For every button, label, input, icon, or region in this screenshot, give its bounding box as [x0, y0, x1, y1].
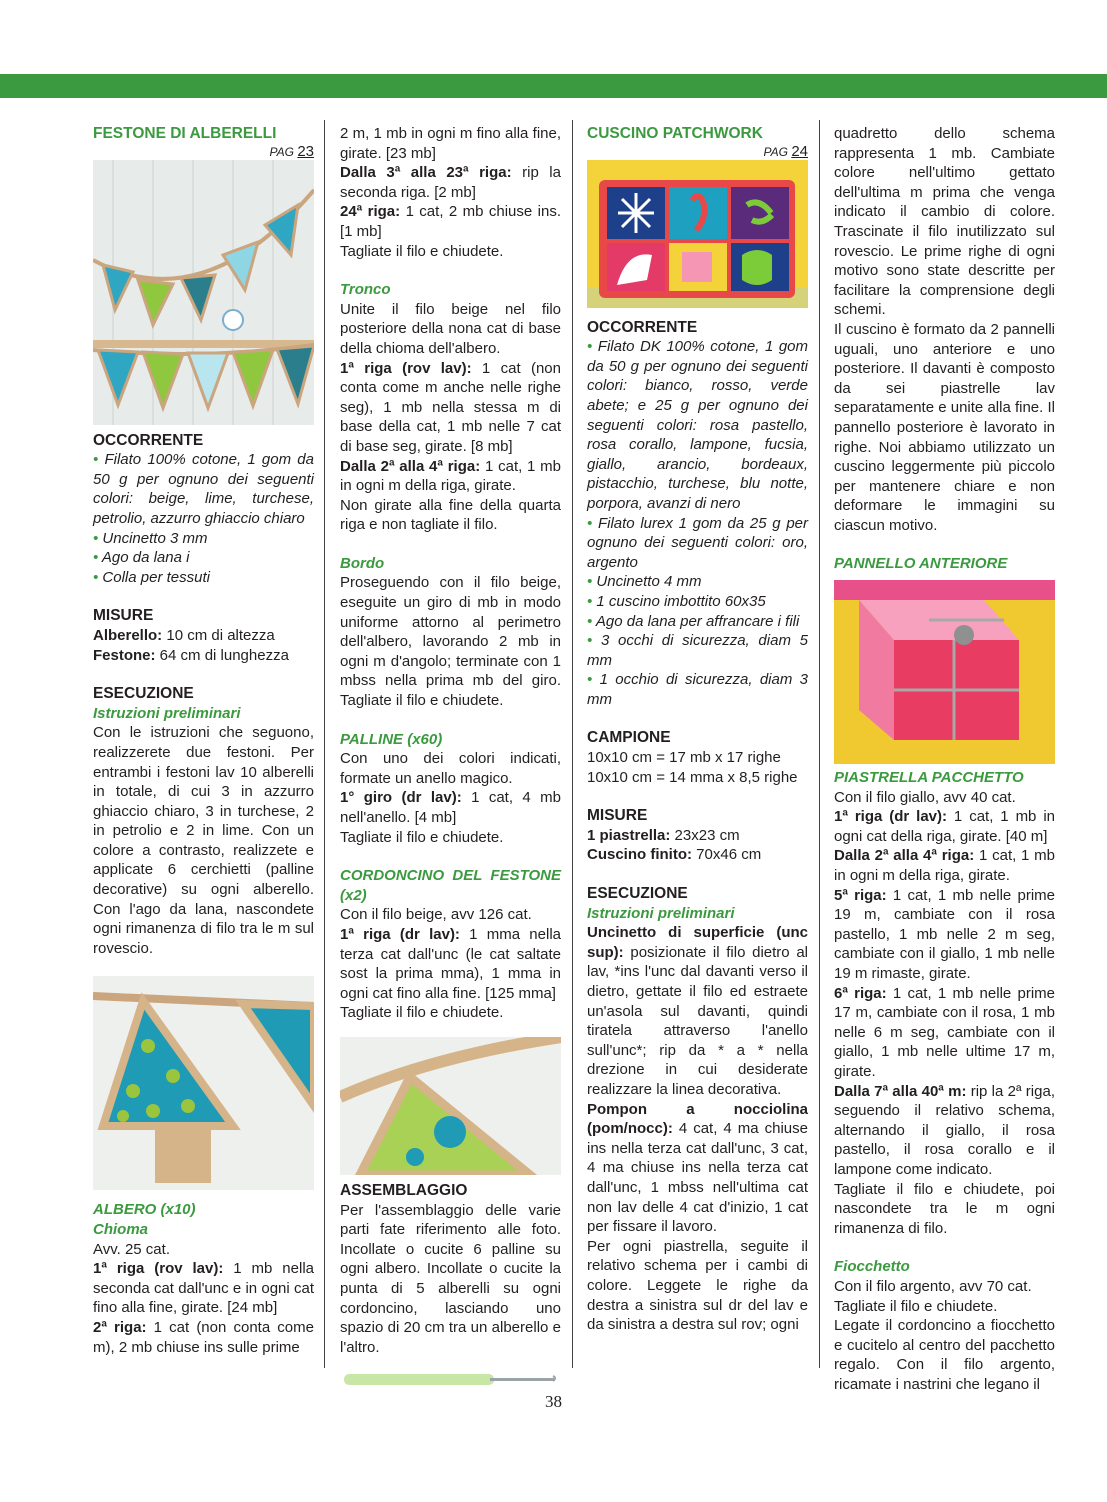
column-divider — [572, 120, 573, 1368]
gift-tile-photo — [834, 580, 1055, 764]
section-heading: PIASTRELLA PACCHETTO — [834, 769, 1024, 787]
page-ref: PAG 23 — [269, 142, 314, 160]
occorrente-heading: OCCORRENTE — [587, 318, 698, 336]
list-item: • 1 cuscino imbottito 60x35 — [587, 592, 766, 610]
paragraph: 2 m, 1 mb in ogni m fino alla fine, girate. [23 mb] — [340, 125, 561, 162]
column-3 — [587, 124, 808, 1335]
paragraph: Dalla 3ª alla 23ª riga: rip la seconda riga. [2 mb] — [340, 164, 561, 201]
paragraph: 2ª riga: 1 cat (non conta come m), 2 mb chiuse ins sulle prime — [93, 1319, 314, 1356]
top-color-bar — [0, 74, 1107, 98]
misure-heading: MISURE — [587, 807, 648, 825]
section-heading: PALLINE (x60) — [340, 730, 443, 748]
paragraph: 24ª riga: 1 cat, 2 mb chiuse ins. [1 mb] — [340, 203, 561, 240]
measure-line: 1 piastrella: 23x23 cm — [587, 826, 740, 844]
campione-heading: CAMPIONE — [587, 729, 671, 747]
paragraph: Con le istruzioni che seguono, realizzerete due festoni. Per entrambi i festoni lav 10 alberelli in totale, di cui 3 in azzurro ghiaccio chiaro, 3 in turchese, 2 in petrolio e 2 in lime. Con un colore a contrasto, realizzete e applicate 6 cerchietti (palline decorative) su ogni alberello. Con l'ago da lana, nascondete ogni rimanenza di filo tra le m sul rovescio. — [93, 724, 314, 957]
paragraph: Con uno dei colori indicati, formate un anello magico. — [340, 750, 561, 787]
subheading: Bordo — [340, 554, 385, 572]
paragraph: Unite il filo beige nel filo posteriore della nona cat di base della chioma dell'albero. — [340, 300, 561, 357]
section-heading: ALBERO (x10) — [93, 1201, 196, 1219]
page-ref: PAG 24 — [763, 142, 808, 160]
tree-garland-photo — [93, 160, 314, 425]
occorrente-heading: OCCORRENTE — [93, 431, 204, 449]
paragraph: Pompon a nocciolina (pom/nocc): 4 cat, 4 ma chiuse ins nella terza cat dall'unc, 3 cat, 4 ma chiuse ins nella terza cat dall'unc, 1 mbss nell'ultima cat non lav delle 4 cat d'inizio, 1 cat per fissare il lavoro. — [587, 1100, 808, 1236]
esecuzione-heading: ESECUZIONE — [93, 685, 194, 703]
paragraph: Per l'assemblaggio delle varie parti fate riferimento alle foto. Incollate o cucite 6 palline su ogni albero. Incollate o cucite la punta di 5 alberelli su ogni cordoncino, lasciando uno spazio di 20 cm tra un alberello e l'altro. — [340, 1201, 561, 1356]
paragraph: 6ª riga: 1 cat, 1 mb nelle prime 17 m, cambiate con il rosa, 1 mb nelle 6 m seg, cambiate con il giallo, 1 mb nelle ultime 17 m, girate. — [834, 984, 1055, 1080]
paragraph: 5ª riga: 1 cat, 1 mb nelle prime 19 m, cambiate con il rosa pastello, 1 mb nelle 2 m seg, cambiate con il giallo, 1 mb nelle 19 m rimaste, girate. — [834, 886, 1055, 982]
list-item: • Uncinetto 4 mm — [587, 573, 702, 591]
section-heading: CORDONCINO DEL FESTONE (x2) — [340, 867, 561, 904]
paragraph: 1ª riga (dr lav): 1 cat, 1 mb in ogni cat della riga, girate. [40 m] — [834, 808, 1055, 845]
misure-heading: MISURE — [93, 607, 154, 625]
list-item: • Ago da lana per affrancare i fili — [587, 612, 800, 630]
paragraph: Tagliate il filo e chiudete. — [340, 242, 504, 260]
paragraph: Dalla 2ª alla 4ª riga: 1 cat, 1 mb in ogni m della riga, girate. — [340, 457, 561, 495]
column-divider — [819, 120, 820, 1368]
patchwork-cushion-photo — [587, 160, 808, 308]
paragraph: Con il filo beige, avv 126 cat. — [340, 906, 532, 924]
gauge-line: 10x10 cm = 17 mb x 17 righe — [587, 749, 781, 767]
paragraph: Con il filo argento, avv 70 cat. — [834, 1277, 1032, 1295]
paragraph: Proseguendo con il filo beige, eseguite un giro di mb in modo uniforme attorno al perimetro dell'albero, lavorando 2 mb in ogni m d'angolo; terminate con 1 mbss nella prima mb del giro. Tagliate il filo e chiudete. — [340, 574, 561, 710]
subheading: Tronco — [340, 281, 391, 299]
column-divider — [324, 120, 325, 1368]
measure-line: Alberello: 10 cm di altezza — [93, 626, 275, 644]
paragraph: Legate il cordoncino a fiocchetto e cucitelo al centro del pacchetto regalo. Con il filo argento, ricamate i nastrini che legano il — [834, 1317, 1055, 1393]
list-item: • Filato 100% cotone, 1 gom da 50 g per ognuno dei seguenti colori: beige, lime, turchese, petrolio, azzurro ghiaccio chiaro — [93, 451, 314, 527]
paragraph: Tagliate il filo e chiudete. — [340, 828, 504, 846]
paragraph: Il cuscino è formato da 2 pannelli uguali, uno anteriore e uno posteriore. Il davanti è composto da sei piastrelle lav separatamente e unite alla fine. Il pannello posteriore è lavorato in righe. Noi abbiamo utilizzato un cuscino leggermente più piccolo per mantenere chiare e non deformare le immagini su ciascun motivo. — [834, 320, 1055, 534]
subheading: Istruzioni preliminari — [93, 704, 241, 722]
paragraph: 1ª riga (rov lav): 1 cat (non conta come m anche nelle righe seg), 1 mb nella stessa m di base della cat, 1 mb nelle 7 cat di base seg, girate. [8 mb] — [340, 359, 561, 455]
paragraph: Con il filo giallo, avv 40 cat. — [834, 788, 1016, 806]
section-title: FESTONE DI ALBERELLI — [93, 125, 277, 142]
paragraph: Per ogni piastrella, seguite il relativo schema per i cambi di colore. Leggete le righe da destra a sinistra sul dr del lav e da sinistra a destra sul rov; ogni — [587, 1237, 808, 1334]
crochet-hook-illustration — [340, 1365, 561, 1395]
list-item: • Filato DK 100% cotone, 1 gom da 50 g per ognuno dei seguenti colori: bianco, rosso, verde abete; e 25 g per ognuno dei seguenti colori: rosa pastello, rosa corallo, lampone, fucsia, giallo, arancio, bordeaux, pistacchio, turchese, blu notte, porpora, avanzi di nero — [587, 338, 808, 512]
page-number: 38 — [545, 1392, 562, 1411]
paragraph: Dalla 2ª alla 4ª riga: 1 cat, 1 mb in ogni m della riga, girate. — [834, 847, 1055, 885]
subheading: Istruzioni preliminari — [587, 904, 735, 922]
column-1 — [93, 124, 314, 1357]
section-title: CUSCINO PATCHWORK — [587, 125, 763, 142]
paragraph: Dalla 7ª alla 40ª m: rip la 2ª riga, seguendo il relativo schema, alternando il giallo, il rosa pastello, il rosa corallo e il lampone come indicato. — [834, 1082, 1055, 1178]
paragraph: Non girate alla fine della quarta riga e non tagliate il filo. — [340, 496, 561, 534]
paragraph: 1ª riga (rov lav): 1 mb nella seconda cat dall'unc e in ogni cat fino alla fine, girate. [24 mb] — [93, 1260, 314, 1317]
list-item: • 1 occhio di sicurezza, diam 3 mm — [587, 671, 809, 708]
esecuzione-heading: ESECUZIONE — [587, 885, 688, 903]
paragraph: quadretto dello schema rappresenta 1 mb. Cambiate colore nell'ultimo gettato dell'ultima m prima che venga indicato il cambio di colore. Trascinate il filo inutilizzato sul rovescio. Le prime righe di ogni motivo sono state descritte per facilitare la comprensione degli schemi. — [834, 125, 1055, 319]
measure-line: Festone: 64 cm di lunghezza — [93, 646, 289, 664]
list-item: • 3 occhi di sicurezza, diam 5 mm — [587, 632, 809, 669]
list-item: • Uncinetto 3 mm — [93, 529, 208, 547]
gauge-line: 10x10 cm = 14 mma x 8,5 righe — [587, 768, 798, 786]
list-item: • Ago da lana i — [93, 549, 190, 567]
paragraph: Tagliate il filo e chiudete, poi nascondete tra le m ogni rimanenza di filo. — [834, 1180, 1055, 1237]
column-2 — [340, 124, 561, 1395]
paragraph: Tagliate il filo e chiudete. — [834, 1297, 998, 1315]
list-item: • Colla per tessuti — [93, 568, 210, 586]
paragraph: Uncinetto di superficie (unc sup): posizionate il filo dietro al lav, *ins l'unc dal davanti verso il dietro, gettate il filo ed estraete un'asola sul davanti, quindi tiratela attraverso l'anello sull'unc*; rip da * a * nella drezione in cui desiderate realizzare la linea decorativa. — [587, 924, 808, 1098]
column-4 — [834, 124, 1055, 1394]
list-item: • Filato lurex 1 gom da 25 g per ognuno dei seguenti colori: oro, argento — [587, 514, 809, 571]
paragraph: 1ª riga (dr lav): 1 mma nella terza cat dall'unc (le cat saltate sost la prima mma), 1 mma in ogni cat fino alla fine. [125 mma] — [340, 925, 561, 1002]
section-heading: PANNELLO ANTERIORE — [834, 555, 1008, 573]
assemblaggio-heading: ASSEMBLAGGIO — [340, 1181, 468, 1199]
subheading: Chioma — [93, 1221, 149, 1239]
tree-closeup-photo — [93, 976, 314, 1190]
paragraph: Tagliate il filo e chiudete. — [340, 1004, 504, 1022]
paragraph: Avv. 25 cat. — [93, 1240, 170, 1258]
paragraph: 1° giro (dr lav): 1 cat, 4 mb nell'anello. [4 mb] — [340, 789, 561, 826]
garland-cord-photo — [340, 1037, 561, 1175]
measure-line: Cuscino finito: 70x46 cm — [587, 846, 762, 864]
subheading: Fiocchetto — [834, 1258, 910, 1276]
